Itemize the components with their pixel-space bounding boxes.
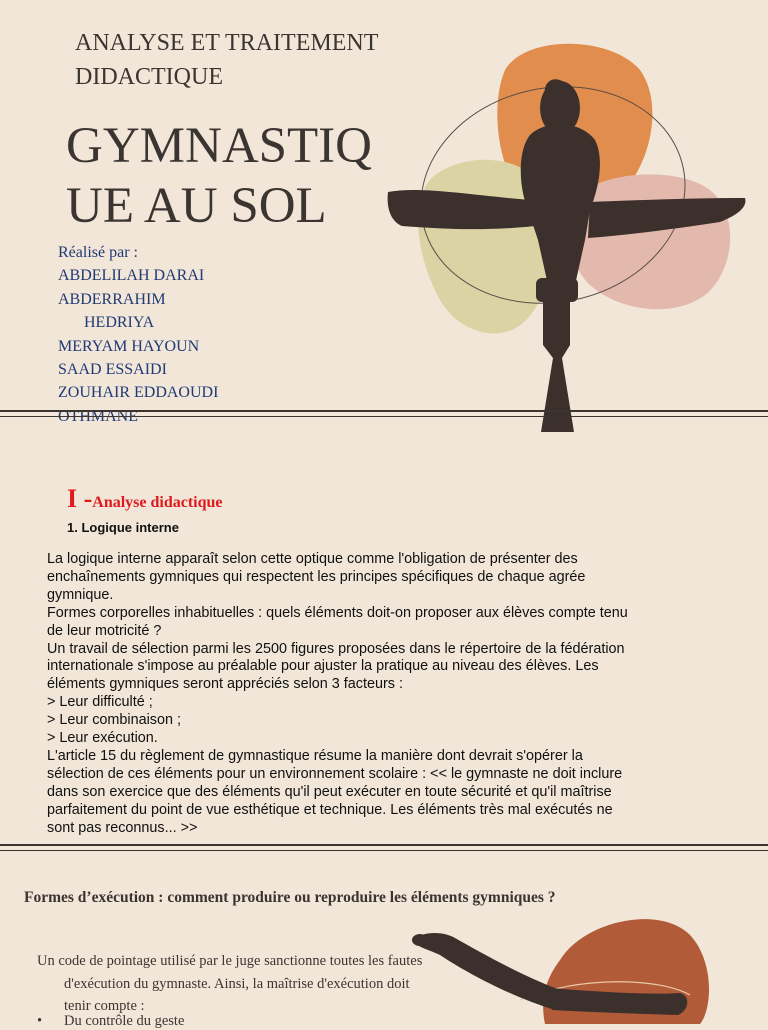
body-line: Un travail de sélection parmi les 2500 figures proposées dans le répertoire de la fédération (47, 640, 625, 657)
gymnast-handstand-illustration (380, 30, 750, 435)
body-line: > Leur exécution. (47, 730, 158, 747)
execution-heading: Formes d’exécution : comment produire ou reproduire les éléments gymniques ? (24, 889, 556, 906)
page-divider (0, 410, 768, 412)
authors-block (58, 241, 298, 428)
paragraph-line: Un code de pointage utilisé par le juge sanctionne toutes les fautes (37, 953, 423, 969)
subtitle-line-2: DIDACTIQUE (75, 64, 223, 90)
author-name: OTHMANE (58, 407, 138, 425)
body-line: dans son exercice que des éléments qu'il peut exécuter en toute sécurité et qu'il maîtrise (47, 783, 612, 800)
author-name: ABDERRAHIM (58, 290, 166, 308)
bullet-text: Du contrôle du geste (64, 1013, 185, 1029)
body-line: sont pas reconnus... >> (47, 819, 198, 836)
author-name: SAAD ESSAIDI (58, 361, 167, 379)
section-heading (67, 484, 467, 514)
body-line: de leur motricité ? (47, 622, 162, 639)
document-title (66, 116, 386, 236)
body-line: éléments gymniques seront appréciés selon 3 facteurs : (47, 676, 403, 693)
body-paragraph (47, 551, 687, 838)
body-line: internationale s'impose au préalable pour ajuster la pratique au niveau des élèves. Les (47, 658, 599, 675)
author-name: ABDELILAH DARAI (58, 267, 205, 285)
body-line: La logique interne apparaît selon cette optique comme l'obligation de présenter des (47, 551, 578, 567)
bullet-marker: • (37, 1013, 43, 1029)
section-title: Analyse didactique (92, 494, 223, 511)
body-line: parfaitement du point de vue esthétique et technique. Les éléments très mal exécutés ne (47, 801, 613, 818)
body-line: enchaînements gymniques qui respectent les principes spécifiques de chaque agrée (47, 568, 586, 585)
subsection-title: 1. Logique interne (67, 520, 179, 535)
title-line-1: GYMNASTIQ (66, 118, 372, 174)
body-line: L'article 15 du règlement de gymnastique résume la manière dont devrait s'opérer la (47, 747, 583, 764)
body-line: Formes corporelles inhabituelles : quels éléments doit-on proposer aux élèves compte tenu (47, 604, 628, 621)
subtitle-line-1: ANALYSE ET TRAITEMENT (75, 30, 379, 56)
paragraph-line: d'exécution du gymnaste. Ainsi, la maîtrise d'exécution doit (64, 975, 410, 992)
section-number: I - (67, 484, 93, 513)
page-divider (0, 844, 768, 846)
title-line-2: UE AU SOL (66, 178, 327, 234)
realise-par-label: Réalisé par : (58, 244, 138, 261)
bullet-item (37, 1013, 184, 1030)
author-name: ZOUHAIR EDDAOUDI (58, 384, 219, 402)
paragraph-line: tenir compte : (64, 998, 145, 1014)
author-name: HEDRIYA (84, 314, 155, 332)
execution-paragraph (37, 950, 457, 1018)
body-line: sélection de ces éléments pour un environnement scolaire : << le gymnaste ne doit inclure (47, 765, 623, 782)
body-line: gymnique. (47, 586, 114, 603)
body-line: > Leur difficulté ; (47, 694, 153, 711)
apparatus-post (541, 300, 574, 432)
author-name: MERYAM HAYOUN (58, 337, 200, 355)
body-line: > Leur combinaison ; (47, 712, 181, 729)
